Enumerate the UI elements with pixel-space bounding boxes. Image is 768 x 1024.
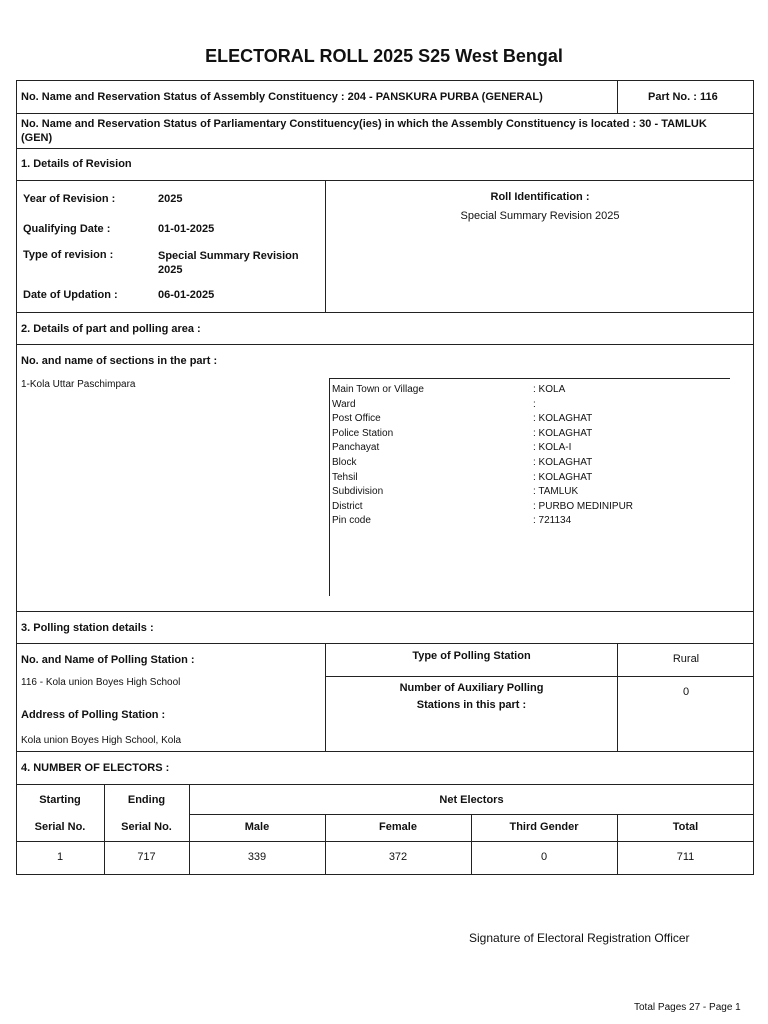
total-value: 711 [676, 851, 695, 863]
area-row [332, 383, 732, 398]
area-label: Post Office [332, 413, 381, 425]
signature-caption: Signature of Electoral Registration Officer [469, 931, 690, 945]
divider [16, 312, 754, 313]
area-value: : KOLAGHAT [533, 427, 593, 439]
polling-address-value: Kola union Boyes High School, Kola [21, 735, 182, 746]
area-row [332, 412, 732, 427]
part-section-title: 2. Details of part and polling area : [21, 323, 201, 335]
starting-serial-header: Serial No. [34, 821, 86, 833]
ending-serial-header: Serial No. [121, 821, 172, 833]
area-row [332, 500, 732, 515]
area-label: Police Station [332, 427, 394, 439]
area-label: Main Town or Village [332, 384, 424, 395]
divider [325, 676, 754, 677]
net-electors-header: Net Electors [439, 794, 504, 806]
area-row [332, 427, 732, 442]
qualifying-label: Qualifying Date : [23, 223, 111, 235]
area-label: District [332, 500, 363, 512]
aux-label-line2: Stations in this part : [416, 699, 527, 711]
area-row [332, 471, 732, 486]
page-count: Total Pages 27 - Page 1 [634, 1002, 741, 1013]
type-label: Type of revision : [23, 249, 114, 261]
area-value: : [533, 398, 536, 410]
sections-label: No. and name of sections in the part : [21, 355, 218, 367]
page-title: ELECTORAL ROLL 2025 S25 West Bengal [205, 46, 563, 66]
updation-value: 06-01-2025 [158, 289, 215, 301]
divider [16, 180, 754, 181]
frame-left [16, 80, 17, 875]
total-header: Total [672, 821, 699, 833]
roll-id-value: Special Summary Revision 2025 [460, 210, 620, 222]
polling-address-label: Address of Polling Station : [21, 709, 166, 721]
male-header: Male [244, 821, 270, 833]
area-value: : KOLAGHAT [533, 471, 593, 483]
area-label: Subdivision [332, 486, 384, 498]
female-header: Female [379, 821, 417, 833]
aux-value: 0 [682, 686, 690, 698]
polling-name-label: No. and Name of Polling Station : [21, 654, 195, 666]
divider [16, 344, 754, 345]
area-value: : PURBO MEDINIPUR [533, 500, 634, 512]
type-value: Special Summary Revision 2025 [158, 250, 299, 276]
male-value: 339 [247, 851, 267, 863]
aux-label-line1: Number of Auxiliary Polling [399, 682, 544, 694]
starting-serial-value: 1 [56, 851, 64, 863]
polling-type-value: Rural [672, 653, 700, 665]
area-label: Pin code [332, 515, 371, 527]
third-gender-header: Third Gender [509, 821, 579, 833]
parliamentary-constituency: No. Name and Reservation Status of Parliamentary Constituency(ies) in which the Assembly Constituency is located : 30 - TAMLUK (GEN) [21, 118, 707, 144]
area-label: Tehsil [332, 471, 358, 483]
divider [16, 874, 754, 875]
area-row [332, 485, 732, 500]
area-value: : KOLA [533, 384, 566, 395]
area-label: Panchayat [332, 442, 380, 454]
roll-id-label: Roll Identification : [490, 191, 590, 203]
divider [16, 148, 754, 149]
part-number: Part No. : 116 [648, 91, 718, 103]
divider [189, 814, 754, 815]
divider [16, 751, 754, 752]
updation-label: Date of Updation : [23, 289, 118, 301]
polling-section-title: 3. Polling station details : [21, 622, 154, 634]
area-label: Ward [332, 398, 356, 410]
starting-header: Starting [39, 794, 81, 806]
area-row [332, 398, 732, 413]
divider [16, 113, 754, 114]
divider [16, 841, 754, 842]
year-label: Year of Revision : [23, 193, 116, 205]
area-row [332, 441, 732, 456]
female-value: 372 [388, 851, 408, 863]
third-gender-value: 0 [540, 851, 548, 863]
divider [16, 643, 754, 644]
assembly-constituency: No. Name and Reservation Status of Assembly Constituency : 204 - PANSKURA PURBA (GENERAL) [21, 91, 543, 103]
area-row [332, 456, 732, 471]
area-box-top [329, 378, 730, 379]
polling-name-value: 116 - Kola union Boyes High School [21, 677, 181, 688]
divider [617, 80, 618, 113]
area-row [332, 514, 732, 529]
divider [16, 80, 754, 81]
year-value: 2025 [158, 193, 183, 205]
section-item: 1-Kola Uttar Paschimpara [21, 379, 136, 390]
divider [16, 611, 754, 612]
divider [16, 784, 754, 785]
area-value: : KOLAGHAT [533, 457, 593, 468]
revision-section-title: 1. Details of Revision [21, 158, 132, 170]
area-box-left [329, 378, 330, 596]
area-value: : 721134 [533, 515, 572, 527]
area-value: : KOLAGHAT [533, 413, 593, 425]
electors-section-title: 4. NUMBER OF ELECTORS : [21, 762, 170, 774]
ending-serial-value: 717 [137, 851, 156, 863]
polling-type-label: Type of Polling Station [412, 650, 531, 662]
qualifying-value: 01-01-2025 [158, 223, 215, 235]
area-label: Block [332, 457, 357, 468]
area-value: : KOLA-I [533, 442, 572, 454]
area-value: : TAMLUK [533, 486, 579, 498]
ending-header: Ending [127, 794, 166, 806]
